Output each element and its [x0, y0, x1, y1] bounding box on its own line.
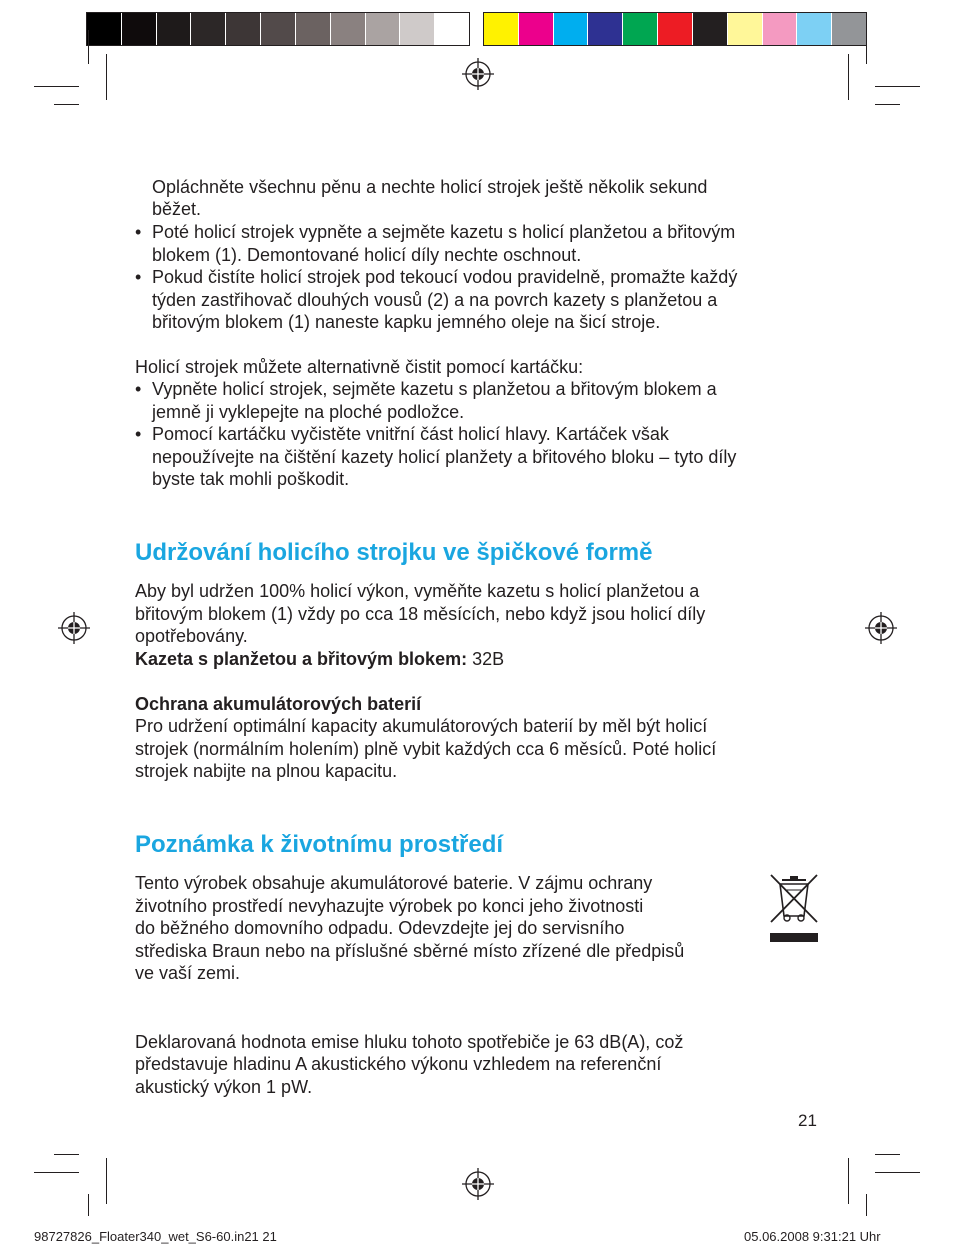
- bullet-symbol: •: [135, 222, 142, 242]
- color-swatch: [797, 13, 832, 45]
- paragraph-line: životního prostředí nevyhazujte výrobek po konci jeho životnosti: [135, 896, 644, 916]
- brush-intro: Holicí strojek můžete alternativně čistit pomocí kartáčku:: [135, 357, 584, 377]
- crop-mark: [106, 1158, 107, 1204]
- color-swatch: [693, 13, 728, 45]
- crop-mark: [866, 30, 867, 64]
- list-item-line: nepoužívejte na čištění kazety holicí planžety a břitového bloku – tyto díly: [152, 447, 737, 467]
- section-title: Udržování holicího strojku ve špičkové formě: [135, 539, 653, 566]
- paragraph-line: akustický výkon 1 pW.: [135, 1077, 313, 1097]
- gray-color-bar: [86, 12, 470, 46]
- color-swatch: [191, 13, 226, 45]
- color-swatch: [554, 13, 589, 45]
- battery-title: Ochrana akumulátorových baterií: [135, 694, 422, 714]
- bullet-symbol: •: [135, 267, 142, 287]
- registration-mark-icon: [58, 612, 90, 644]
- color-swatch: [400, 13, 435, 45]
- list-item-line: jemně ji vyklepejte na ploché podložce.: [152, 402, 465, 422]
- crop-mark: [875, 86, 920, 87]
- paragraph-line: ve vaší zemi.: [135, 963, 241, 983]
- crop-mark: [54, 104, 79, 105]
- crop-mark: [875, 104, 900, 105]
- color-swatch: [658, 13, 693, 45]
- color-swatch: [763, 13, 798, 45]
- paragraph-line: Aby byl udržen 100% holicí výkon, vyměňte kazetu s holicí planžetou a: [135, 581, 700, 601]
- crop-mark: [848, 1158, 849, 1204]
- paragraph-line: břitovým blokem (1) vždy po cca 18 měsících, nebo když jsou holicí díly: [135, 604, 706, 624]
- list-item-line: Pokud čistíte holicí strojek pod tekoucí vodou pravidelně, promažte každý: [152, 267, 738, 287]
- footer-timestamp: 05.06.2008 9:31:21 Uhr: [744, 1229, 881, 1244]
- cassette-label: Kazeta s planžetou a břitovým blokem:: [135, 649, 468, 669]
- list-item-line: blokem (1). Demontované holicí díly nechte oschnout.: [152, 245, 582, 265]
- crop-mark: [875, 1154, 900, 1155]
- color-swatch: [484, 13, 519, 45]
- color-swatch: [226, 13, 261, 45]
- crop-mark: [106, 54, 107, 100]
- color-swatch: [157, 13, 192, 45]
- bullet-symbol: •: [135, 424, 142, 444]
- paragraph-line: do běžného domovního odpadu. Odevzdejte jej do servisního: [135, 918, 625, 938]
- color-swatch: [832, 13, 866, 45]
- process-color-bar: [483, 12, 867, 46]
- paragraph-line: Tento výrobek obsahuje akumulátorové baterie. V zájmu ochrany: [135, 873, 653, 893]
- bullet-symbol: •: [135, 379, 142, 399]
- cassette-spec: [135, 648, 504, 671]
- paragraph-line: Deklarovaná hodnota emise hluku tohoto spotřebiče je 63 dB(A), což: [135, 1032, 684, 1052]
- color-swatch: [366, 13, 401, 45]
- crop-mark: [88, 1194, 89, 1216]
- crop-mark: [54, 1154, 79, 1155]
- paragraph-line: opotřebovány.: [135, 626, 248, 646]
- paragraph-line: střediska Braun nebo na příslušné sběrné místo zřízené dle předpisů: [135, 941, 685, 961]
- color-swatch: [519, 13, 554, 45]
- color-swatch: [296, 13, 331, 45]
- color-swatch: [261, 13, 296, 45]
- color-swatch: [728, 13, 763, 45]
- cassette-value: 32B: [467, 649, 505, 669]
- registration-mark-icon: [462, 58, 494, 90]
- paragraph-line: představuje hladinu A akustického výkonu vzhledem na referenční: [135, 1054, 662, 1074]
- crop-mark: [875, 1172, 920, 1173]
- registration-mark-icon: [462, 1168, 494, 1200]
- list-item-line: Poté holicí strojek vypněte a sejměte kazetu s holicí planžetou a břitovým: [152, 222, 736, 242]
- crop-mark: [34, 1172, 79, 1173]
- color-swatch: [623, 13, 658, 45]
- color-swatch: [122, 13, 157, 45]
- list-item-line: byste tak mohli poškodit.: [152, 469, 350, 489]
- list-item-line: břitovým blokem (1) naneste kapku jemného oleje na šicí stroje.: [152, 312, 661, 332]
- footer-file-info: 98727826_Floater340_wet_S6-60.in21 21: [34, 1229, 277, 1244]
- registration-mark-icon: [865, 612, 897, 644]
- crop-mark: [866, 1194, 867, 1216]
- section-title: Poznámka k životnímu prostředí: [135, 831, 504, 858]
- color-swatch: [87, 13, 122, 45]
- color-swatch: [331, 13, 366, 45]
- page-number: 21: [798, 1111, 817, 1130]
- list-item-line: týden zastřihovač dlouhých vousů (2) a na povrch kazety s planžetou a: [152, 290, 718, 310]
- crop-mark: [848, 54, 849, 100]
- crop-mark: [88, 30, 89, 64]
- color-swatch: [435, 13, 469, 45]
- paragraph-line: Pro udržení optimální kapacity akumulátorových baterií by měl být holicí: [135, 716, 708, 736]
- paragraph-line: strojek nabijte na plnou kapacitu.: [135, 761, 398, 781]
- crossed-out-wheelie-bin-icon: [768, 872, 820, 946]
- crop-mark: [34, 86, 79, 87]
- intro-line: Opláchněte všechnu pěnu a nechte holicí strojek ještě několik sekund: [152, 177, 708, 197]
- list-item-line: Pomocí kartáčku vyčistěte vnitřní část holicí hlavy. Kartáček však: [152, 424, 669, 444]
- paragraph-line: strojek (normálním holením) plně vybit každých cca 6 měsíců. Poté holicí: [135, 739, 717, 759]
- intro-line: běžet.: [152, 199, 202, 219]
- list-item-line: Vypněte holicí strojek, sejměte kazetu s planžetou a břitovým blokem a: [152, 379, 717, 399]
- color-swatch: [588, 13, 623, 45]
